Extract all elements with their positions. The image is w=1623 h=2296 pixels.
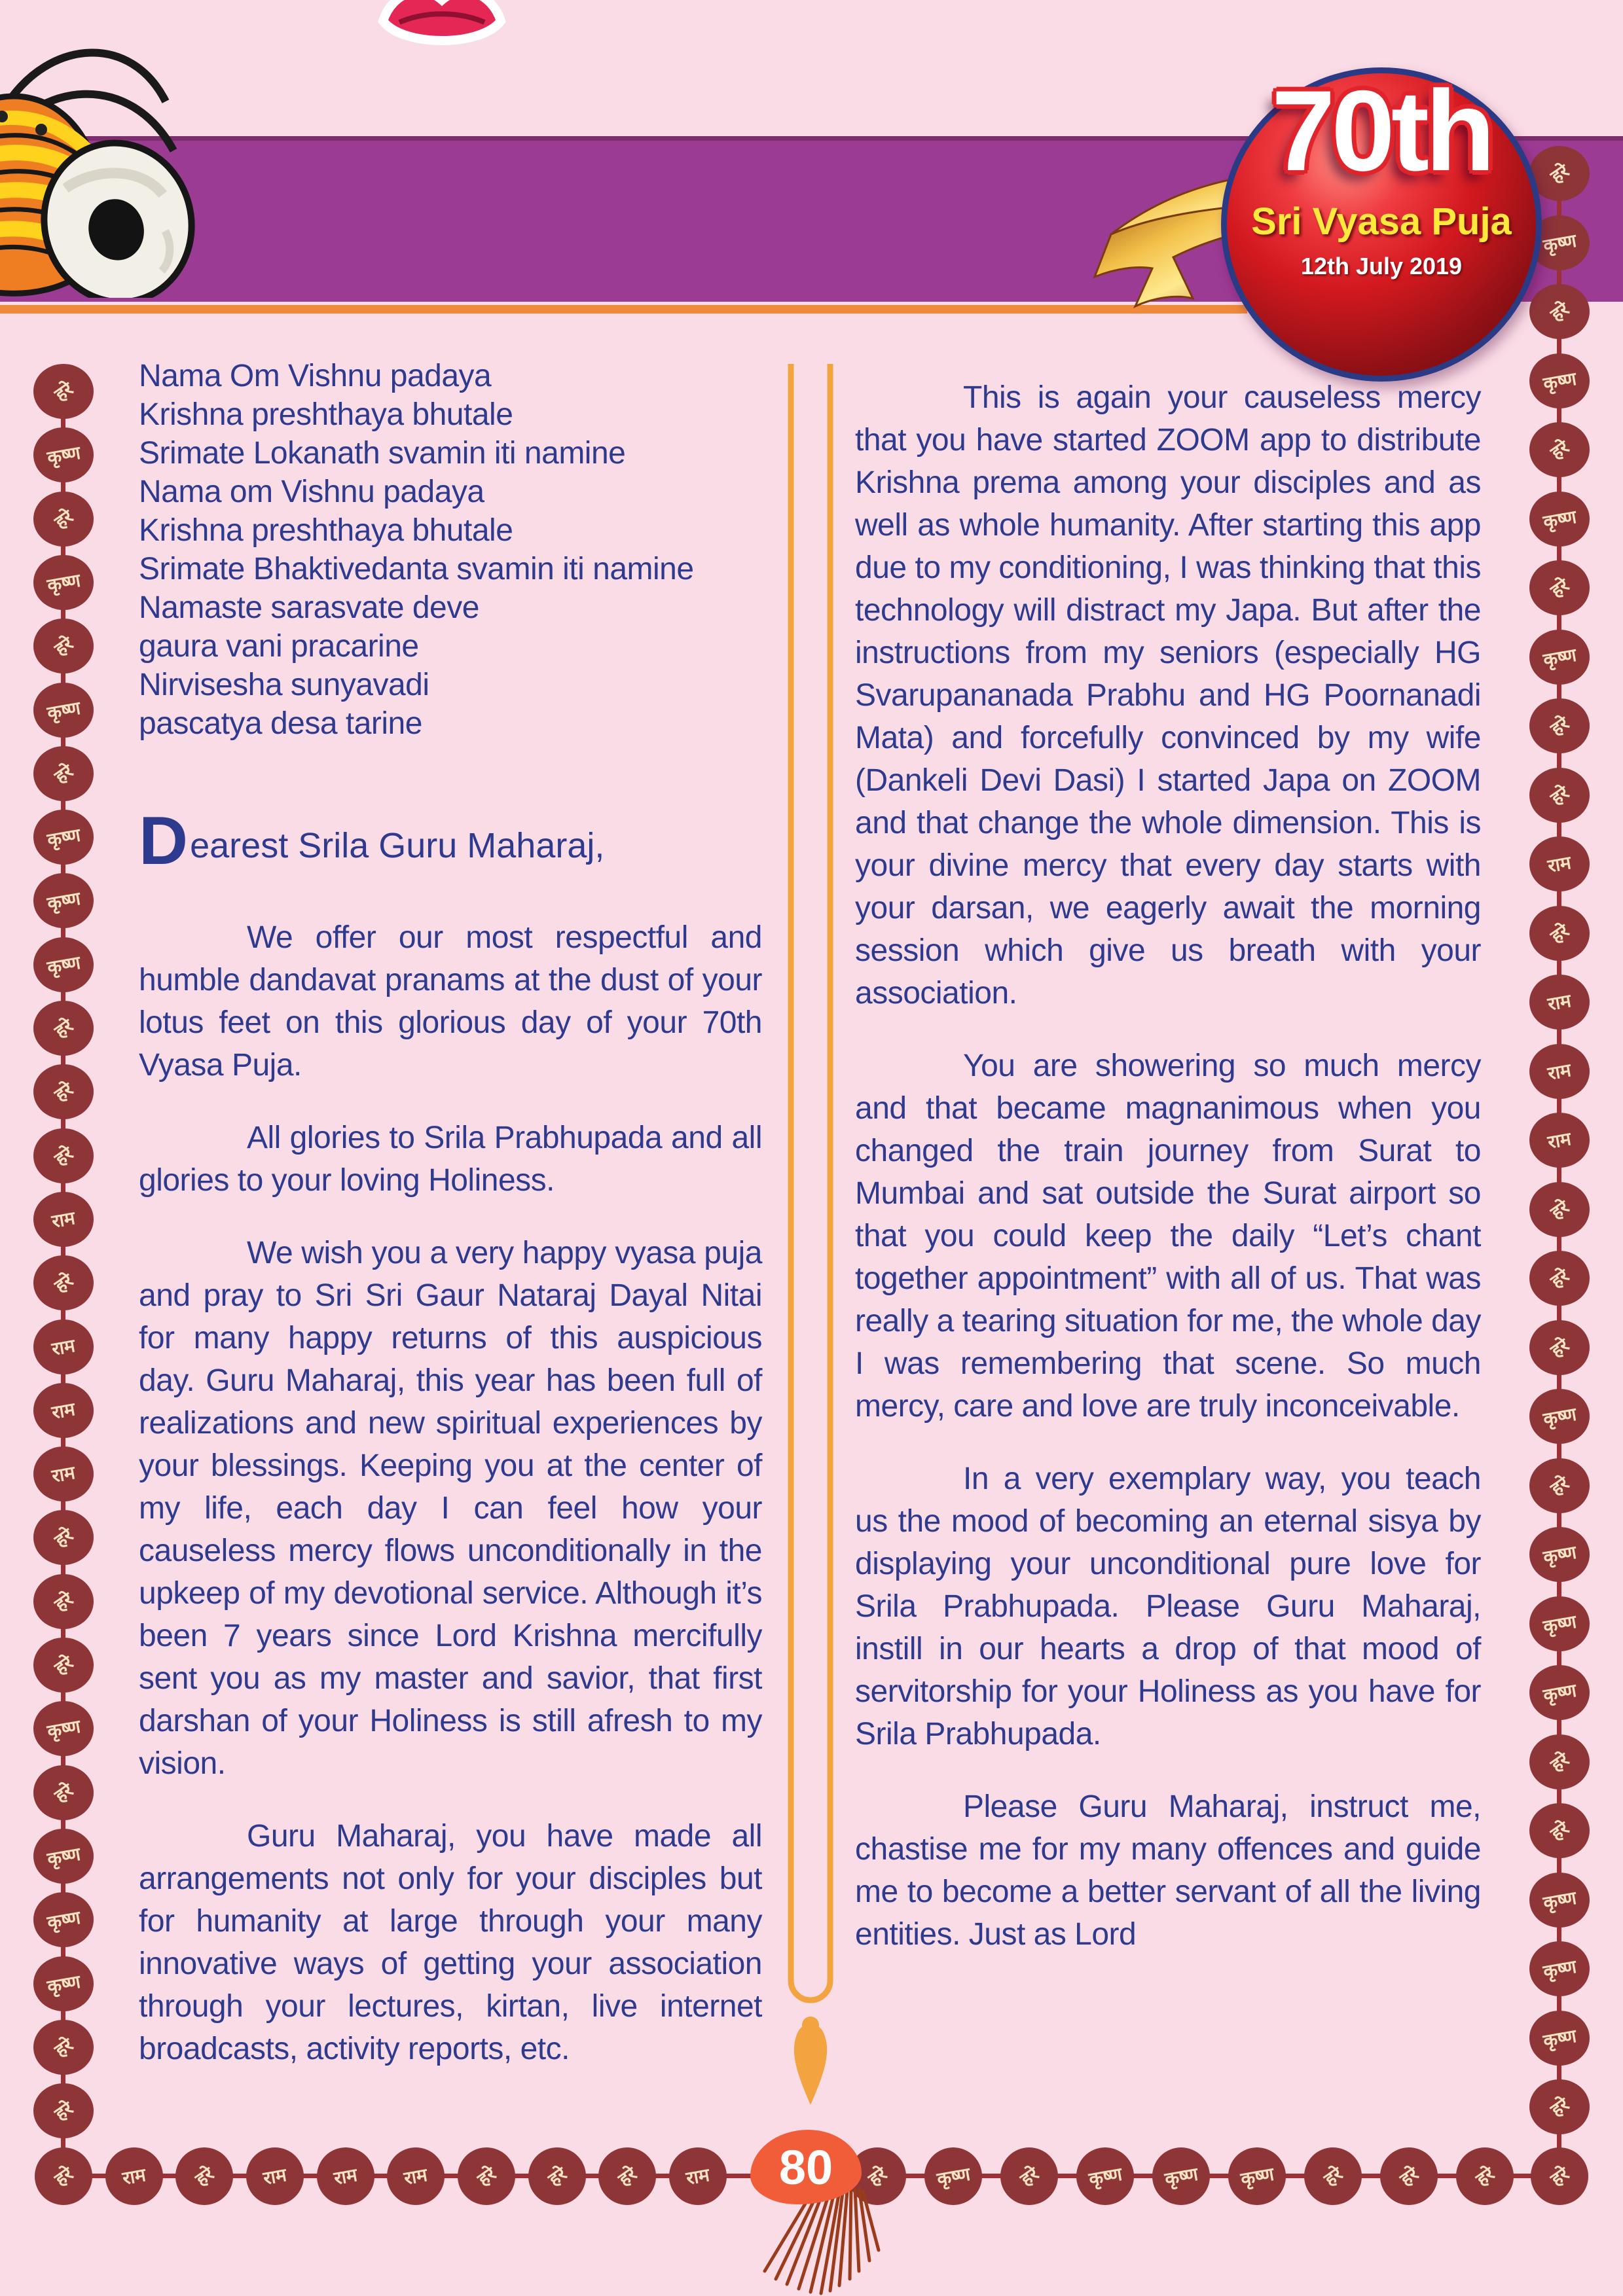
bead [33, 2083, 94, 2138]
bead [33, 873, 94, 928]
bead [1529, 1665, 1590, 1720]
bead-label: कृष्ण [45, 888, 82, 915]
bead [317, 2147, 374, 2205]
bead-label: हरे [1546, 298, 1573, 326]
bead-label: हरे [50, 505, 77, 533]
bead [1076, 2147, 1134, 2205]
bead [246, 2147, 304, 2205]
bead [33, 1510, 94, 1565]
bead-label: हरे [1396, 2162, 1423, 2191]
page-number-blob [750, 2130, 862, 2204]
bead-label: कृष्ण [45, 1842, 82, 1871]
bead [33, 1001, 94, 1056]
bead [33, 555, 94, 610]
letter-body-right [855, 376, 1481, 1956]
bead-label: हरे [1320, 2162, 1347, 2191]
letter-paragraph: Please Guru Maharaj, instruct me, chastise me for my many offences and guide me to become a better servant of all the living entities. Just as Lord [855, 1789, 1481, 1952]
bead-label: हरे [864, 2162, 891, 2191]
bead-label: हरे [50, 760, 77, 788]
bead [1529, 1320, 1590, 1375]
bead-label: राम [1546, 1058, 1573, 1085]
bead-label: हरे [191, 2162, 218, 2191]
badge-date: 12th July 2019 [1300, 253, 1463, 279]
bead-label: हरे [1546, 1195, 1573, 1223]
bead-label: हरे [50, 1078, 77, 1106]
bead-label: कृष्ण [1087, 2162, 1123, 2191]
bead-label: हरे [50, 632, 77, 660]
letter-paragraph: In a very exemplary way, you teach us the mood of becoming an eternal sisya by displaying your unconditional pure love for Srila Prabhupada. Please Guru Maharaj, instill in our hearts a drop of that mood of servitorship for your Holiness as you have for Srila Prabhupada. [855, 1462, 1481, 1751]
verse-line: Srimate Lokanath svamin iti namine [139, 436, 626, 471]
bead [1529, 1527, 1590, 1582]
bead-label: राम [50, 1334, 77, 1360]
bead [33, 683, 94, 738]
bead-label: राम [50, 1462, 77, 1487]
salutation [139, 803, 762, 879]
bead-label: हरे [1546, 1265, 1573, 1293]
bead-label: हरे [50, 1778, 77, 1807]
bead-label: कृष्ण [45, 951, 82, 978]
bead [924, 2147, 982, 2205]
bead-label: हरे [1546, 1471, 1573, 1499]
bead-label: हरे [1546, 1333, 1573, 1361]
bead-label: हरे [50, 1651, 77, 1679]
bead [1304, 2147, 1362, 2205]
bead-label: राम [1546, 1128, 1573, 1153]
bead [1529, 768, 1590, 823]
bead-label: कृष्ण [1541, 2024, 1578, 2052]
bead-label: हरे [1546, 781, 1573, 809]
bead-label: कृष्ण [45, 1970, 82, 1998]
bead [1456, 2147, 1514, 2205]
bead-label: कृष्ण [1541, 505, 1578, 533]
bead [1529, 1251, 1590, 1306]
bead [1529, 492, 1590, 547]
bead-label: कृष्ण [1541, 367, 1578, 395]
mridanga-drum-icon [0, 33, 242, 298]
bead-label: कृष्ण [45, 1715, 82, 1743]
bead [1529, 2011, 1590, 2066]
bead-label: कृष्ण [45, 696, 82, 724]
bead-label: हरे [544, 2162, 571, 2191]
bead [1529, 422, 1590, 477]
bead [1529, 1113, 1590, 1168]
bead [33, 1956, 94, 2011]
bead-label: राम [261, 2164, 289, 2189]
bead-label: हरे [1546, 1748, 1573, 1776]
bead-label: हरे [50, 1141, 77, 1170]
bead-label: कृष्ण [45, 1907, 82, 1934]
bead [33, 1638, 94, 1693]
bead-label: हरे [50, 378, 77, 406]
bead-label: हरे [1546, 2093, 1573, 2121]
bead-label: हरे [1472, 2162, 1499, 2191]
bead [33, 810, 94, 865]
bead-label: हरे [50, 2034, 77, 2062]
bead [1529, 1458, 1590, 1513]
right-column [855, 376, 1481, 1986]
bead [33, 937, 94, 992]
lips-illustration-icon [373, 0, 511, 62]
bead-label: कृष्ण [45, 442, 82, 469]
bead [33, 1192, 94, 1247]
bead [1380, 2147, 1438, 2205]
bead [1529, 1941, 1590, 1996]
verse-line: Krishna preshthaya bhutale [139, 513, 513, 548]
verse-line: pascatya desa tarine [139, 706, 422, 741]
bead [1529, 836, 1590, 891]
letter-paragraph: You are showering so much mercy and that became magnanimous when you changed the train journey from Surat to Mumbai and sat outside the Surat airport so that you could keep the daily “Let’s chant together appointment” with all of us. That was really a tearing situation for me, the whole day I was remembering that scene. So much mercy, care and love are truly inconceivable. [855, 1049, 1481, 1424]
bead [33, 1701, 94, 1756]
bead-label: कृष्ण [1163, 2162, 1199, 2191]
bead-label: कृष्ण [1541, 1886, 1578, 1914]
bead-label: हरे [50, 2097, 77, 2125]
letter-paragraph: All glories to Srila Prabhupada and all glories to your loving Holiness. [139, 1121, 762, 1198]
bead-label: कृष्ण [45, 823, 82, 852]
bead [1529, 1596, 1590, 1651]
salutation-text: earest Srila Guru Maharaj, [190, 826, 605, 865]
verse-block [139, 357, 762, 743]
bead-label: कृष्ण [935, 2162, 972, 2191]
bead-label: हरे [473, 2162, 500, 2191]
verse-line: Nama Om Vishnu padaya [139, 359, 492, 393]
bead [1529, 1044, 1590, 1099]
bead [33, 1446, 94, 1501]
bead-label: राम [120, 2164, 148, 2189]
bead [598, 2147, 656, 2205]
verse-line: Nirvisesha sunyavadi [139, 668, 429, 702]
bead-label: राम [332, 2164, 359, 2189]
verse-line: Namaste sarasvate deve [139, 590, 479, 625]
bead [669, 2147, 727, 2205]
bead-label: कृष्ण [45, 569, 82, 597]
bead-label: हरे [1546, 574, 1573, 602]
bead [33, 1255, 94, 1310]
bead [1529, 975, 1590, 1030]
bead [1152, 2147, 1210, 2205]
bead-label: हरे [50, 1269, 77, 1297]
bead-label: हरे [50, 1588, 77, 1616]
bead-label: हरे [1546, 919, 1573, 947]
bead [1228, 2147, 1286, 2205]
verse-line: Nama om Vishnu padaya [139, 475, 484, 509]
bead-label: हरे [1546, 160, 1573, 188]
verse-line: gaura vani pracarine [139, 629, 419, 664]
bead [33, 427, 94, 482]
letter-paragraph: Guru Maharaj, you have made all arrangements not only for your disciples but for humanity at large through your many innovative ways of getting your association through your lectures, kirtan, live internet broadcasts, activity reports, etc. [139, 1819, 762, 2066]
bead [33, 619, 94, 673]
bead-label: हरे [50, 1014, 77, 1043]
bead [1529, 2079, 1590, 2134]
bead-label: राम [684, 2164, 712, 2189]
drop-cap: D [139, 803, 189, 879]
header-orange-accent-line [0, 305, 1247, 314]
anniversary-badge [1221, 67, 1542, 382]
bead-label: हरे [614, 2162, 641, 2191]
bead-label: कृष्ण [1541, 1955, 1578, 1983]
bead [1000, 2147, 1058, 2205]
bead [1529, 353, 1590, 408]
letter-body-left [139, 916, 762, 2070]
badge-title: 70th [1271, 67, 1491, 195]
bead [105, 2147, 163, 2205]
bead-label: हरे [1016, 2162, 1043, 2191]
bead-label: हरे [1546, 436, 1573, 464]
bead [33, 1064, 94, 1119]
bead-label: हरे [50, 2162, 77, 2191]
bead-label: कृष्ण [1541, 643, 1578, 671]
verse-line: Krishna preshthaya bhutale [139, 397, 513, 432]
letter-paragraph: This is again your causeless mercy that you have started ZOOM app to distribute Krishna prema among your disciples and as well as whole humanity. After starting this app due to my conditioning, I was thinking that this technology will distract my Japa. But after the instructions from my seniors (especially HG Svarupananada Prabhu and HG Poornanadi Mata) and forcefully convinced by my wife (Dankeli Devi Dasi) I started Japa on ZOOM and that change the whole dimension. This is your divine mercy that every day starts with your darsan, we eagerly await the morning session which give us breath with your association. [855, 380, 1481, 1011]
bead [33, 1319, 94, 1374]
left-column [139, 357, 762, 2100]
bead-label: राम [50, 1397, 77, 1424]
bead [35, 2147, 92, 2205]
bead [33, 1892, 94, 1947]
bead-label: राम [1546, 852, 1573, 877]
bead [1529, 1182, 1590, 1237]
bead-label: राम [50, 1207, 77, 1232]
bead-label: कृष्ण [1541, 229, 1578, 257]
bead-label: राम [1546, 990, 1573, 1015]
verse-line: Srimate Bhaktivedanta svamin iti namine [139, 552, 694, 586]
bead [1531, 2147, 1588, 2205]
bead-label: राम [402, 2164, 429, 2189]
page-number: 80 [778, 2140, 833, 2195]
bead [1529, 1803, 1590, 1858]
bead [1529, 1389, 1590, 1444]
bead [33, 492, 94, 547]
bead [1529, 698, 1590, 753]
bead [1529, 560, 1590, 615]
column-divider [784, 364, 837, 2108]
badge-subtitle: Sri Vyasa Puja [1251, 200, 1512, 243]
bead [33, 746, 94, 801]
bead [33, 1765, 94, 1820]
bead [33, 1383, 94, 1438]
bead-label: कृष्ण [1541, 1610, 1578, 1638]
letter-paragraph: We offer our most respectful and humble dandavat pranams at the dust of your lotus feet on this glorious day of your 70th Vyasa Puja. [139, 920, 762, 1083]
bead [1529, 1734, 1590, 1789]
bead [33, 2020, 94, 2075]
bead-label: कृष्ण [1239, 2162, 1275, 2191]
bead-label: कृष्ण [1541, 1403, 1578, 1431]
bead-label: हरे [1546, 1817, 1573, 1845]
bead [33, 364, 94, 419]
bead [528, 2147, 586, 2205]
bead [1529, 630, 1590, 685]
bead [33, 1829, 94, 1884]
bead [1529, 284, 1590, 339]
bead [175, 2147, 233, 2205]
bead-label: हरे [1546, 2162, 1573, 2191]
bead-label: हरे [50, 1524, 77, 1552]
bead [1529, 906, 1590, 961]
bead [458, 2147, 515, 2205]
letter-paragraph: We wish you a very happy vyasa puja and pray to Sri Sri Gaur Nataraj Dayal Nitai for many happy returns of this auspicious day. Guru Maharaj, this year has been full of realizations and new spiritual experiences by your blessings. Keeping you at the center of my life, each day I can feel how your causeless mercy flows unconditionally in the upkeep of my devotional service. Although it’s been 7 years since Lord Krishna mercifully sent you as my master and savior, that first darshan of your Holiness is still afresh to my vision. [139, 1236, 762, 1781]
bead [387, 2147, 445, 2205]
bead-label: कृष्ण [1541, 1679, 1578, 1707]
tassel-icon [753, 2187, 910, 2296]
bead [1529, 1873, 1590, 1928]
bead-label: कृष्ण [1541, 1541, 1578, 1569]
bead [33, 1574, 94, 1629]
bead [33, 1128, 94, 1183]
bead-label: हरे [1546, 712, 1573, 740]
